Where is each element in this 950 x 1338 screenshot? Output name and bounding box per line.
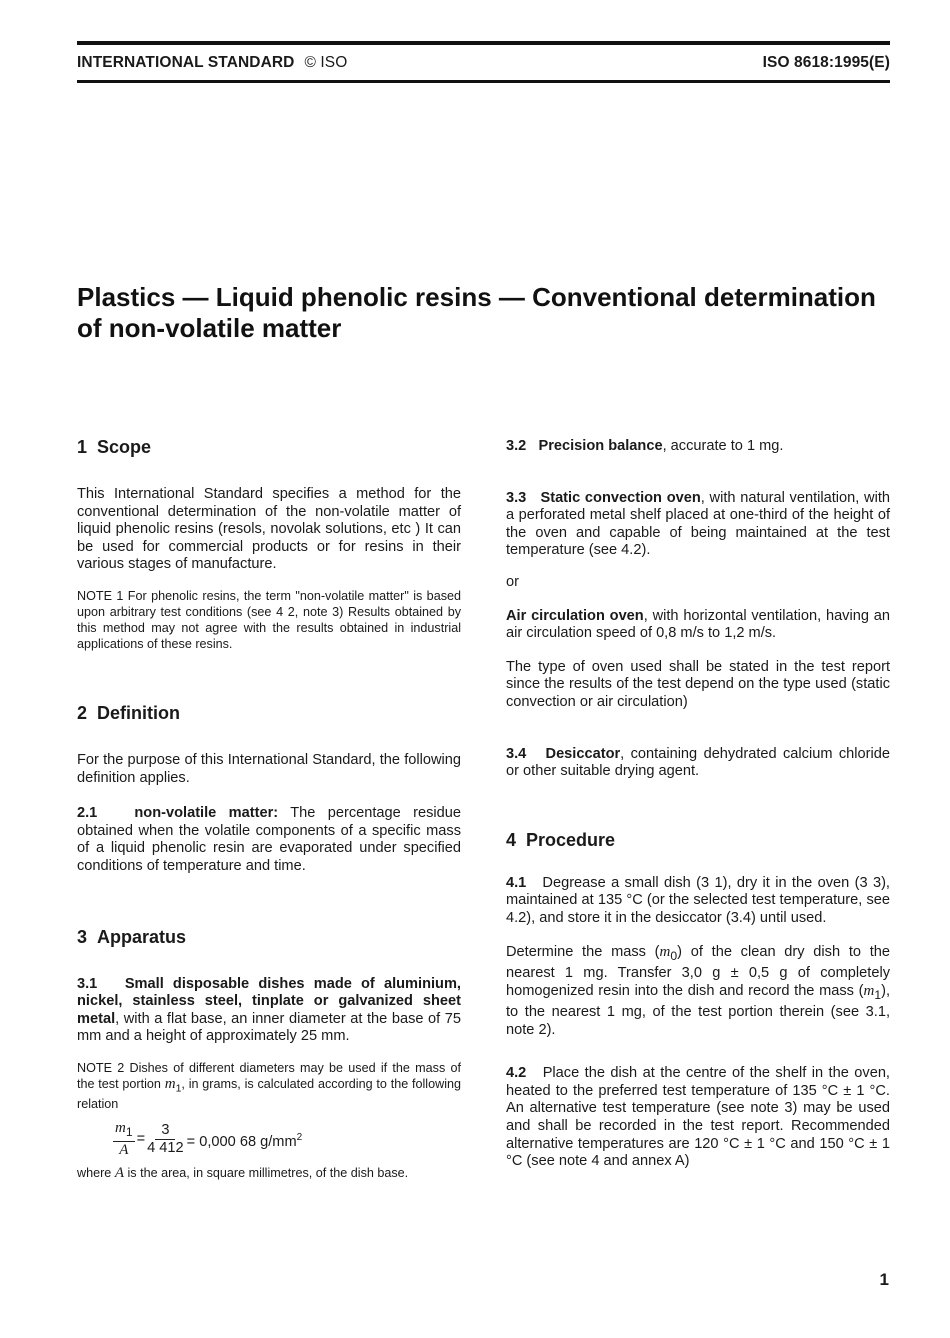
definition-text: The percentage residue obtained when the volatile components of a specific mass of a liquid phenolic resin are evaporated under specified conditions of temperature and time. bbox=[77, 805, 461, 874]
mass-area-formula bbox=[113, 1120, 461, 1159]
header-standard-label: INTERNATIONAL STANDARD bbox=[77, 54, 295, 71]
section-3-heading bbox=[77, 926, 461, 948]
definition-body: For the purpose of this International Standard, the following definition applies. bbox=[77, 751, 461, 786]
apparatus-oven-type: The type of oven used shall be stated in the test report since the results of the test depend on the type used (static convection or air circulation) bbox=[506, 658, 890, 710]
apparatus-3-4 bbox=[506, 746, 890, 781]
note-text: , in grams, is calculated according to the following relation bbox=[77, 1076, 461, 1112]
clause-text: ) of the clean dry dish to the nearest 1 mg. Transfer 3,0 g ± 0,5 g of completely homogenized resin into the dish and record the mass ( bbox=[506, 943, 891, 999]
clause-number: 3.4 bbox=[506, 745, 527, 762]
header-bottom-rule bbox=[77, 80, 890, 83]
fraction-3-over-4412 bbox=[147, 1122, 184, 1157]
clause-text: Place the dish at the centre of the shelf in the oven, heated to the preferred test temperature of 135 °C ± 1 °C. An alternative test temperature (see note 3) may be used and shall be recorded in the test report. Recommended alternative temperatures are 120 °C ± 1 °C and 150 °C ± 1 °C (see note 4 and annex A) bbox=[506, 1065, 890, 1170]
fraction-numerator bbox=[113, 1120, 135, 1142]
fraction-denominator: 4 412 bbox=[147, 1140, 184, 1157]
math-var: m bbox=[115, 1120, 126, 1137]
scope-body: This International Standard specifies a method for the conventional determination of the non-volatile matter of liquid phenolic resins (resols, novolak solutions, etc ) It can be used for commercial products or for resins in their various stages of manufacture. bbox=[77, 486, 461, 573]
scope-note-1: NOTE 1 For phenolic resins, the term "non-volatile matter" is based upon arbitrary test conditions (see 4 2, note 3) Results obtained by this method may not agree with the results obtained in industrial applications of these resins. bbox=[77, 588, 461, 651]
section-title: Definition bbox=[97, 702, 181, 723]
clause-text: , accurate to 1 mg. bbox=[662, 438, 784, 454]
apparatus-3-1 bbox=[77, 976, 461, 1046]
fraction-m1-over-a bbox=[113, 1120, 135, 1159]
math-sub: 0 bbox=[670, 948, 678, 963]
clause-title: Small disposable dishes made of aluminium, nickel, stainless steel, tinplate or galvanized sheet metal bbox=[77, 975, 461, 1027]
clause-text: , with horizontal ventilation, having an air circulation speed of 0,8 m/s to 1,2 m/s. bbox=[506, 607, 890, 642]
clause-text: Determine the mass ( bbox=[506, 943, 660, 960]
section-number: 2 bbox=[77, 702, 88, 723]
header-doc-number: ISO 8618:1995(E) bbox=[762, 54, 890, 71]
math-sub: 1 bbox=[125, 1125, 133, 1140]
note-text: is the area, in square millimetres, of the dish base. bbox=[123, 1166, 409, 1181]
section-1-heading bbox=[77, 436, 461, 458]
procedure-4-2 bbox=[506, 1065, 890, 1171]
note-text: where bbox=[77, 1166, 115, 1181]
section-title: Procedure bbox=[526, 829, 616, 850]
math-sub: 1 bbox=[175, 1082, 182, 1095]
math-var: m bbox=[863, 982, 875, 999]
procedure-4-1 bbox=[506, 875, 890, 928]
section-title: Scope bbox=[97, 437, 152, 457]
section-title: Apparatus bbox=[97, 926, 187, 947]
formula-result bbox=[187, 1129, 303, 1151]
clause-number: 4.2 bbox=[506, 1065, 527, 1082]
clause-text: , containing dehydrated calcium chloride or other suitable drying agent. bbox=[506, 745, 890, 780]
formula-where bbox=[77, 1165, 461, 1181]
clause-text: , with a flat base, an inner diameter at the base of 75 mm and a height of approximately 25 mm. bbox=[77, 1010, 461, 1045]
definition-2-1 bbox=[77, 805, 461, 875]
section-2-heading bbox=[77, 702, 461, 724]
math-var: m bbox=[659, 943, 671, 960]
section-number: 4 bbox=[506, 829, 517, 850]
procedure-mass bbox=[506, 944, 890, 1040]
clause-number: 2.1 bbox=[77, 805, 98, 822]
apparatus-air-oven bbox=[506, 608, 890, 643]
math-sup: 2 bbox=[296, 1131, 303, 1143]
math-var: A bbox=[114, 1165, 124, 1182]
section-4-heading bbox=[506, 829, 890, 851]
definition-term: non-volatile matter: bbox=[134, 805, 279, 822]
clause-text: Degrease a small dish (3 1), dry it in the oven (3 3), maintained at 135 °C (or the selected test temperature, see 4.2), and store it in the desiccator (3.4) until used. bbox=[506, 874, 890, 926]
clause-text: ), to the nearest 1 mg, of the test portion therein (see 3.1, note 2). bbox=[506, 982, 890, 1038]
clause-number: 4.1 bbox=[506, 874, 527, 891]
document-title: Plastics — Liquid phenolic resins — Conventional determination of non-volatile matter bbox=[77, 282, 876, 343]
section-number: 3 bbox=[77, 926, 88, 947]
header-top-rule bbox=[77, 41, 890, 45]
equals-sign: = bbox=[136, 1131, 146, 1148]
header-copyright: © ISO bbox=[304, 54, 348, 71]
section-number: 1 bbox=[77, 437, 88, 457]
clause-title: Precision balance bbox=[538, 438, 663, 454]
clause-number: 3.3 bbox=[506, 489, 527, 506]
right-column bbox=[506, 430, 890, 1171]
apparatus-note-2 bbox=[77, 1060, 461, 1113]
note-text: NOTE 2 Dishes of different diameters may be used if the mass of the test portion bbox=[77, 1060, 461, 1091]
apparatus-3-3 bbox=[506, 490, 890, 560]
header-left bbox=[77, 54, 347, 72]
apparatus-3-2 bbox=[506, 438, 890, 456]
clause-title: Static convection oven bbox=[540, 489, 701, 506]
result-value: = 0,000 68 g/mm bbox=[186, 1133, 297, 1150]
apparatus-or: or bbox=[506, 573, 519, 590]
clause-text: , with natural ventilation, with a perforated metal shelf placed at one-third of the height of the oven and capable of being maintained at the test temperature (see 4.2). bbox=[506, 489, 891, 559]
clause-title: Desiccator bbox=[545, 745, 621, 762]
fraction-denominator: A bbox=[119, 1142, 129, 1159]
left-column bbox=[77, 430, 461, 1181]
clause-number: 3.1 bbox=[77, 975, 98, 992]
clause-title: Air circulation oven bbox=[506, 607, 644, 624]
clause-number: 3.2 bbox=[506, 438, 527, 454]
math-var: m bbox=[164, 1075, 176, 1092]
page-number: 1 bbox=[879, 1270, 889, 1289]
fraction-numerator: 3 bbox=[155, 1122, 175, 1140]
math-sub: 1 bbox=[874, 987, 882, 1002]
